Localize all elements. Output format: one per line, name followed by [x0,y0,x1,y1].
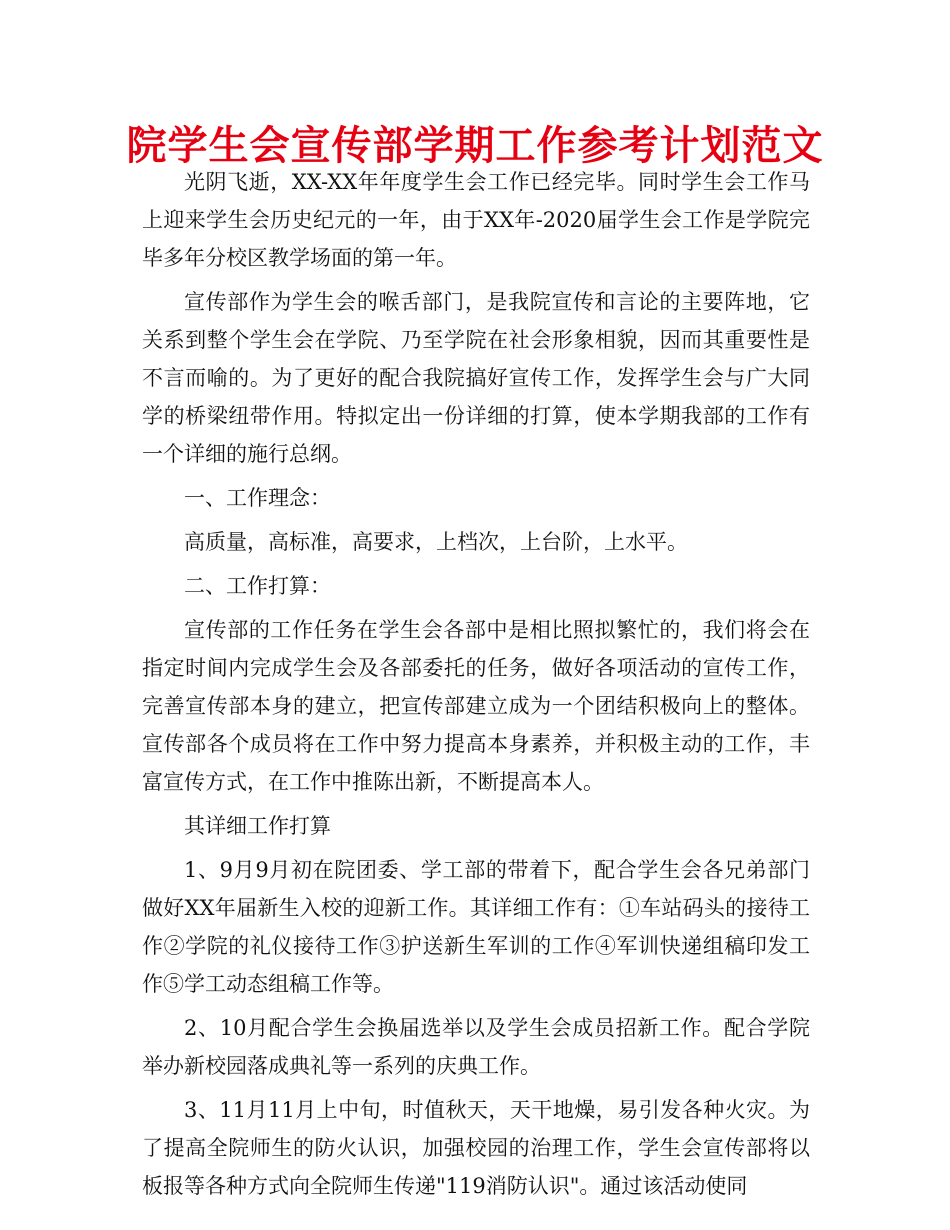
paragraph-plan: 宣传部的工作任务在学生会各部中是相比照拟繁忙的，我们将会在指定时间内完成学生会及各部委托的任务，做好各项活动的宣传工作，完善宣传部本身的建立，把宣传部建立成为一个团结积极向上的整体。宣传部各个成员将在工作中努力提高本身素养，并积极主动的工作，丰富宣传方式，在工作中推陈出新，不断提高本人。 [142,618,810,794]
heading-detailed-plan: 其详细工作打算 [184,814,331,838]
paragraph-november: 3、11月11月上中旬，时值秋天，天干地燥，易引发各种火灾。为了提高全院师生的防火认识，加强校园的治理工作，学生会宣传部将以板报等各种方式向全院师生传递"119消防认识"。通过该活动使同 [142,1098,810,1198]
heading-work-concept: 一、工作理念： [184,486,331,510]
paragraph-concept: 高质量，高标准，高要求，上档次，上台阶，上水平。 [184,530,688,554]
paragraph-october: 2、10月配合学生会换届选举以及学生会成员招新工作。配合学院举办新校园落成典礼等一系列的庆典工作。 [142,1016,810,1078]
paragraph-september: 1、9月9月初在院团委、学工部的带着下，配合学生会各兄弟部门做好XX年届新生入校的迎新工作。其详细工作有：①车站码头的接待工作②学院的礼仪接待工作③护送新生军训的工作④军训快递组稿印发工作⑤学工动态组稿工作等。 [142,858,810,996]
paragraph-intro: 光阴飞逝，XX-XX年年度学生会工作已经完毕。同时学生会工作马上迎来学生会历史纪元的一年，由于XX年-2020届学生会工作是学院完毕多年分校区教学场面的第一年。 [142,170,810,270]
document-title: 院学生会宣传部学期工作参考计划范文 [126,123,824,169]
document-body [142,163,810,1211]
heading-work-plan: 二、工作打算： [184,574,331,598]
paragraph-role: 宣传部作为学生会的喉舌部门，是我院宣传和言论的主要阵地，它关系到整个学生会在学院、乃至学院在社会形象相貌，因而其重要性是不言而喻的。为了更好的配合我院搞好宣传工作，发挥学生会与广大同学的桥梁纽带作用。特拟定出一份详细的打算，使本学期我部的工作有一个详细的施行总纲。 [142,290,810,466]
